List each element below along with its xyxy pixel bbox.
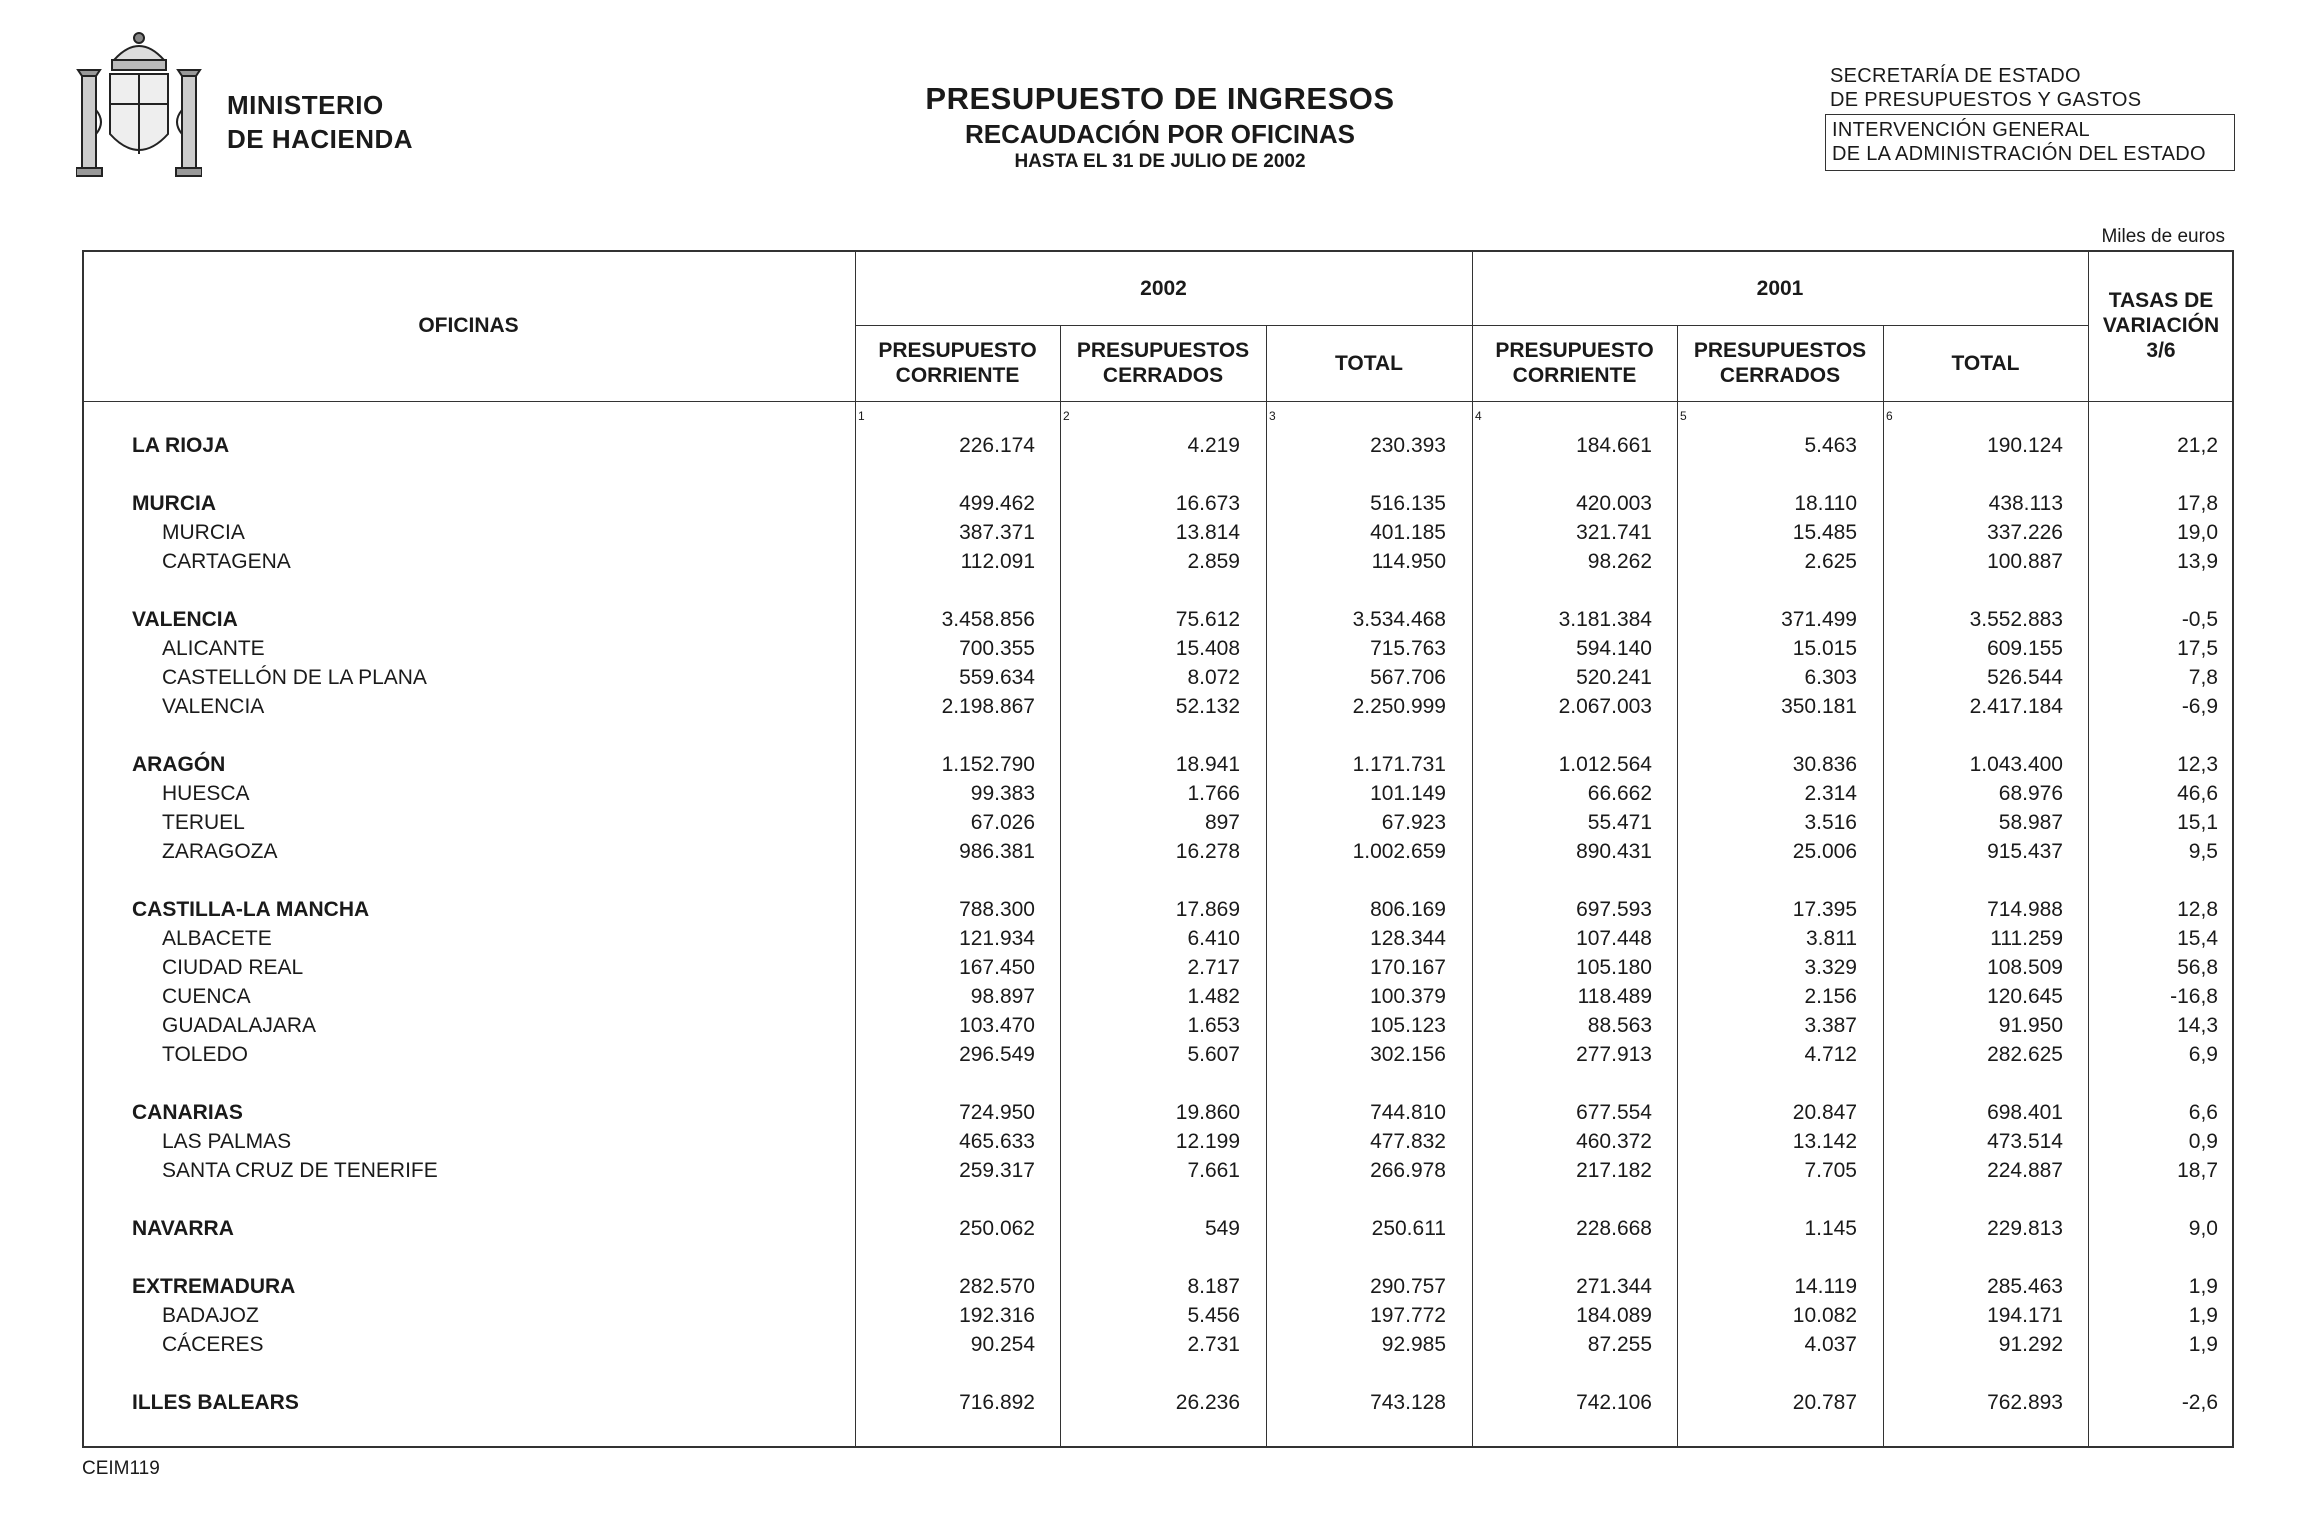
report-title: PRESUPUESTO DE INGRESOS — [925, 81, 1395, 116]
cell-value: 46,6 — [2177, 782, 2218, 805]
corriente-line-1: PRESUPUESTO — [878, 339, 1037, 362]
cell-value: 87.255 — [1587, 1333, 1652, 1356]
cell-value: 184.089 — [1576, 1304, 1652, 1327]
cell-value: 744.810 — [1370, 1101, 1446, 1124]
cell-value: 14,3 — [2177, 1014, 2218, 1037]
office-name: EXTREMADURA — [132, 1275, 296, 1298]
cell-value: 1,9 — [2188, 1333, 2218, 1356]
cell-value: 2.067.003 — [1558, 695, 1652, 718]
cell-value: 321.741 — [1576, 521, 1652, 544]
office-name: MURCIA — [132, 492, 216, 515]
cell-value: 98.897 — [970, 985, 1035, 1008]
office-name: CANARIAS — [132, 1101, 243, 1124]
office-name: ZARAGOZA — [162, 840, 278, 863]
col-number: 1 — [858, 409, 865, 423]
table-row — [82, 809, 2234, 838]
cell-value: 250.611 — [1371, 1217, 1446, 1240]
table-row — [82, 1331, 2234, 1360]
tasas-line-2: VARIACIÓN — [2102, 314, 2220, 337]
table-row — [82, 1128, 2234, 1157]
cell-value: 8.072 — [1187, 666, 1240, 689]
cell-value: 90.254 — [970, 1333, 1035, 1356]
table-row — [82, 1099, 2234, 1128]
cell-value: 170.167 — [1370, 956, 1446, 979]
cell-value: 2.731 — [1187, 1333, 1240, 1356]
cell-value: 118.489 — [1577, 985, 1652, 1008]
col-number: 5 — [1680, 409, 1687, 423]
cell-value: 1.766 — [1187, 782, 1240, 805]
office-name: CÁCERES — [162, 1333, 264, 1356]
cell-value: 192.316 — [959, 1304, 1035, 1327]
cell-value: 3.516 — [1804, 811, 1857, 834]
cell-value: 2.198.867 — [941, 695, 1035, 718]
cell-value: 100.887 — [1987, 550, 2063, 573]
cell-value: 21,2 — [2177, 434, 2218, 457]
cell-value: 15.015 — [1792, 637, 1857, 660]
cell-value: 2.717 — [1187, 956, 1240, 979]
cell-value: 4.219 — [1187, 434, 1240, 457]
report-date: HASTA EL 31 DE JULIO DE 2002 — [1014, 151, 1306, 172]
cerrados-line-1: PRESUPUESTOS — [1693, 339, 1867, 362]
corriente-line-2: CORRIENTE — [895, 364, 1020, 387]
cell-value: 10.082 — [1792, 1304, 1857, 1327]
tasas-line-1: TASAS DE — [2108, 289, 2214, 312]
cell-value: 2.314 — [1804, 782, 1857, 805]
cell-value: 101.149 — [1370, 782, 1446, 805]
cell-value: 17,8 — [2177, 492, 2218, 515]
cell-value: 15.485 — [1792, 521, 1857, 544]
cell-value: 107.448 — [1576, 927, 1652, 950]
table-row — [82, 432, 2234, 461]
cell-value: 3.534.468 — [1352, 608, 1446, 631]
cell-value: 897 — [1204, 811, 1240, 834]
cell-value: 2.250.999 — [1352, 695, 1446, 718]
cell-value: 3.329 — [1804, 956, 1857, 979]
cell-value: 18.110 — [1794, 492, 1857, 515]
cell-value: 2.625 — [1804, 550, 1857, 573]
intervencion-line-2: DE LA ADMINISTRACIÓN DEL ESTADO — [1832, 143, 2206, 165]
cell-value: 714.988 — [1987, 898, 2063, 921]
cell-value: 66.662 — [1587, 782, 1652, 805]
cell-value: 1.145 — [1804, 1217, 1857, 1240]
cell-value: 401.185 — [1370, 521, 1446, 544]
cell-value: 99.383 — [970, 782, 1035, 805]
cell-value: 7.661 — [1187, 1159, 1240, 1182]
header-divider — [855, 325, 2088, 326]
cell-value: 2.417.184 — [1969, 695, 2063, 718]
table-row — [82, 780, 2234, 809]
col-header-cerrados-2002 — [1060, 338, 1266, 388]
col-number: 2 — [1063, 409, 1070, 423]
cell-value: -16,8 — [2170, 985, 2218, 1008]
table-row — [82, 1302, 2234, 1331]
cell-value: 296.549 — [959, 1043, 1035, 1066]
cell-value: 19.860 — [1175, 1101, 1240, 1124]
cell-value: 120.645 — [1987, 985, 2063, 1008]
cell-value: 88.563 — [1587, 1014, 1652, 1037]
cell-value: 282.570 — [959, 1275, 1035, 1298]
office-name: CUENCA — [162, 985, 251, 1008]
cell-value: 6.303 — [1804, 666, 1857, 689]
cell-value: 7.705 — [1804, 1159, 1857, 1182]
cerrados-line-2: CERRADOS — [1102, 364, 1224, 387]
cell-value: 526.544 — [1987, 666, 2063, 689]
cell-value: 8.187 — [1187, 1275, 1240, 1298]
secretaria-line-2: DE PRESUPUESTOS Y GASTOS — [1830, 89, 2142, 111]
cell-value: 549 — [1204, 1217, 1240, 1240]
cell-value: 460.372 — [1576, 1130, 1652, 1153]
header-bottom-line — [82, 401, 2234, 402]
table-row — [82, 664, 2234, 693]
office-name: SANTA CRUZ DE TENERIFE — [162, 1159, 438, 1182]
ministry-line-1: MINISTERIO — [227, 90, 384, 120]
table-row — [82, 1215, 2234, 1244]
cell-value: 26.236 — [1175, 1391, 1240, 1414]
cell-value: 12,8 — [2177, 898, 2218, 921]
cell-value: 271.344 — [1576, 1275, 1652, 1298]
intervencion-line-1: INTERVENCIÓN GENERAL — [1832, 119, 2090, 141]
col-header-tasas — [2088, 288, 2234, 363]
cell-value: 98.262 — [1587, 550, 1652, 573]
cell-value: 788.300 — [959, 898, 1035, 921]
cell-value: 13,9 — [2177, 550, 2218, 573]
cell-value: 387.371 — [959, 521, 1035, 544]
ministry-line-2: DE HACIENDA — [227, 124, 414, 154]
cerrados-line-1: PRESUPUESTOS — [1076, 339, 1250, 362]
cell-value: 250.062 — [959, 1217, 1035, 1240]
col-header-year-2001: 2001 — [1756, 277, 1804, 300]
cell-value: 890.431 — [1576, 840, 1652, 863]
cell-value: 20.847 — [1792, 1101, 1857, 1124]
office-name: ILLES BALEARS — [132, 1391, 299, 1414]
cell-value: 184.661 — [1576, 434, 1652, 457]
cell-value: 114.950 — [1371, 550, 1446, 573]
cell-value: 194.171 — [1987, 1304, 2063, 1327]
cell-value: 15,1 — [2177, 811, 2218, 834]
office-name: ALBACETE — [162, 927, 272, 950]
cell-value: 121.934 — [959, 927, 1035, 950]
cell-value: -2,6 — [2181, 1391, 2218, 1414]
cell-value: 55.471 — [1587, 811, 1652, 834]
table-row — [82, 896, 2234, 925]
intervencion-box — [1825, 114, 2235, 171]
cell-value: 229.813 — [1987, 1217, 2063, 1240]
cell-value: 259.317 — [959, 1159, 1035, 1182]
document-header — [0, 0, 2311, 220]
cell-value: 105.180 — [1576, 956, 1652, 979]
table-row — [82, 635, 2234, 664]
cell-value: 1,9 — [2188, 1275, 2218, 1298]
cell-value: 6.410 — [1187, 927, 1240, 950]
coat-of-arms-icon — [76, 30, 202, 186]
cell-value: 1.012.564 — [1558, 753, 1652, 776]
cell-value: 224.887 — [1987, 1159, 2063, 1182]
table-row — [82, 1041, 2234, 1070]
cell-value: -0,5 — [2181, 608, 2218, 631]
table-row — [82, 983, 2234, 1012]
office-name: TERUEL — [162, 811, 245, 834]
office-name: ALICANTE — [162, 637, 265, 660]
cell-value: 5.607 — [1187, 1043, 1240, 1066]
cell-value: 92.985 — [1381, 1333, 1446, 1356]
cell-value: 67.923 — [1381, 811, 1446, 834]
office-name: HUESCA — [162, 782, 250, 805]
table-row — [82, 751, 2234, 780]
cell-value: 128.344 — [1370, 927, 1446, 950]
cell-value: 91.950 — [1998, 1014, 2063, 1037]
cell-value: 19,0 — [2177, 521, 2218, 544]
table-row — [82, 519, 2234, 548]
office-name: ARAGÓN — [132, 753, 226, 776]
units-label: Miles de euros — [2101, 226, 2225, 247]
cell-value: 0,9 — [2188, 1130, 2218, 1153]
cell-value: 9,0 — [2188, 1217, 2218, 1240]
cell-value: 3.387 — [1804, 1014, 1857, 1037]
cell-value: 67.026 — [970, 811, 1035, 834]
cell-value: 3.552.883 — [1969, 608, 2063, 631]
cell-value: 13.814 — [1175, 521, 1240, 544]
report-subtitle: RECAUDACIÓN POR OFICINAS — [964, 119, 1355, 149]
cell-value: 197.772 — [1370, 1304, 1446, 1327]
cell-value: 285.463 — [1987, 1275, 2063, 1298]
cell-value: 20.787 — [1792, 1391, 1857, 1414]
cell-value: 18,7 — [2177, 1159, 2218, 1182]
corriente-line-1: PRESUPUESTO — [1495, 339, 1654, 362]
cell-value: 167.450 — [959, 956, 1035, 979]
table-row — [82, 693, 2234, 722]
cell-value: 190.124 — [1987, 434, 2063, 457]
cell-value: 724.950 — [959, 1101, 1035, 1124]
table-row — [82, 925, 2234, 954]
cell-value: 559.634 — [959, 666, 1035, 689]
cell-value: 3.458.856 — [941, 608, 1035, 631]
cell-value: 12,3 — [2177, 753, 2218, 776]
cell-value: 30.836 — [1792, 753, 1857, 776]
cerrados-line-2: CERRADOS — [1719, 364, 1841, 387]
cell-value: 350.181 — [1781, 695, 1857, 718]
cell-value: 698.401 — [1987, 1101, 2063, 1124]
table-row — [82, 490, 2234, 519]
secretaria-label — [1830, 64, 2141, 112]
secretaria-line-1: SECRETARÍA DE ESTADO — [1830, 65, 2081, 87]
cell-value: 594.140 — [1576, 637, 1652, 660]
cell-value: 609.155 — [1987, 637, 2063, 660]
cell-value: 715.763 — [1370, 637, 1446, 660]
cell-value: 75.612 — [1175, 608, 1240, 631]
ministry-name — [227, 88, 413, 156]
cell-value: 112.091 — [960, 550, 1035, 573]
cell-value: 17.395 — [1792, 898, 1857, 921]
cell-value: 52.132 — [1175, 695, 1240, 718]
cell-value: 16.673 — [1175, 492, 1240, 515]
cell-value: 371.499 — [1781, 608, 1857, 631]
cell-value: 17,5 — [2177, 637, 2218, 660]
cell-value: 4.712 — [1804, 1043, 1857, 1066]
cell-value: 986.381 — [959, 840, 1035, 863]
cell-value: 743.128 — [1370, 1391, 1446, 1414]
cell-value: 697.593 — [1576, 898, 1652, 921]
table-row — [82, 606, 2234, 635]
cell-value: 111.259 — [1990, 927, 2063, 950]
office-name: CIUDAD REAL — [162, 956, 304, 979]
corriente-line-2: CORRIENTE — [1512, 364, 1637, 387]
cell-value: 499.462 — [959, 492, 1035, 515]
office-name: LAS PALMAS — [162, 1130, 292, 1153]
cell-value: 477.832 — [1370, 1130, 1446, 1153]
cell-value: 105.123 — [1370, 1014, 1446, 1037]
cell-value: 438.113 — [1988, 492, 2063, 515]
cell-value: 915.437 — [1987, 840, 2063, 863]
col-number: 6 — [1886, 409, 1893, 423]
cell-value: 5.456 — [1187, 1304, 1240, 1327]
cell-value: 516.135 — [1370, 492, 1446, 515]
cell-value: 217.182 — [1576, 1159, 1652, 1182]
office-name: MURCIA — [162, 521, 245, 544]
report-title-block — [760, 80, 1560, 174]
cell-value: 716.892 — [959, 1391, 1035, 1414]
cell-value: 1.002.659 — [1352, 840, 1446, 863]
table-row — [82, 1389, 2234, 1418]
cell-value: 108.509 — [1987, 956, 2063, 979]
cell-value: 7,8 — [2188, 666, 2218, 689]
office-name: VALENCIA — [132, 608, 238, 631]
col-header-corriente-2002 — [855, 338, 1060, 388]
cell-value: 762.893 — [1987, 1391, 2063, 1414]
cell-value: 1.152.790 — [941, 753, 1035, 776]
table-row — [82, 1012, 2234, 1041]
cell-value: 6,9 — [2188, 1043, 2218, 1066]
col-header-year-2002: 2002 — [1140, 277, 1187, 300]
cell-value: 58.987 — [1998, 811, 2063, 834]
office-name: NAVARRA — [132, 1217, 234, 1240]
col-number: 3 — [1269, 409, 1276, 423]
col-header-total-2001: TOTAL — [1951, 352, 2020, 375]
cell-value: 302.156 — [1370, 1043, 1446, 1066]
cell-value: 100.379 — [1370, 985, 1446, 1008]
cell-value: 18.941 — [1175, 753, 1240, 776]
cell-value: 5.463 — [1804, 434, 1857, 457]
office-name: LA RIOJA — [132, 434, 230, 457]
cell-value: 3.181.384 — [1558, 608, 1652, 631]
cell-value: 337.226 — [1987, 521, 2063, 544]
office-name: TOLEDO — [162, 1043, 248, 1066]
cell-value: -6,9 — [2181, 695, 2218, 718]
table-row — [82, 1157, 2234, 1186]
cell-value: 277.913 — [1576, 1043, 1652, 1066]
cell-value: 282.625 — [1987, 1043, 2063, 1066]
cell-value: 16.278 — [1175, 840, 1240, 863]
cell-value: 806.169 — [1370, 898, 1446, 921]
table-row — [82, 1273, 2234, 1302]
office-name: CARTAGENA — [162, 550, 291, 573]
col-header-corriente-2001 — [1472, 338, 1677, 388]
table-row — [82, 548, 2234, 577]
cell-value: 56,8 — [2177, 956, 2218, 979]
cell-value: 465.633 — [959, 1130, 1035, 1153]
col-header-cerrados-2001 — [1677, 338, 1883, 388]
cell-value: 266.978 — [1370, 1159, 1446, 1182]
cell-value: 1.043.400 — [1969, 753, 2063, 776]
cell-value: 68.976 — [1998, 782, 2063, 805]
office-name: CASTELLÓN DE LA PLANA — [162, 666, 427, 689]
office-name: CASTILLA-LA MANCHA — [132, 898, 370, 921]
col-number: 4 — [1475, 409, 1482, 423]
table-row — [82, 954, 2234, 983]
cell-value: 17.869 — [1175, 898, 1240, 921]
cell-value: 12.199 — [1175, 1130, 1240, 1153]
cell-value: 473.514 — [1987, 1130, 2063, 1153]
cell-value: 567.706 — [1370, 666, 1446, 689]
cell-value: 3.811 — [1806, 927, 1857, 950]
cell-value: 677.554 — [1576, 1101, 1652, 1124]
col-header-total-2002: TOTAL — [1334, 352, 1404, 375]
office-name: VALENCIA — [162, 695, 265, 718]
cell-value: 15,4 — [2177, 927, 2218, 950]
cell-value: 230.393 — [1370, 434, 1446, 457]
cell-value: 9,5 — [2188, 840, 2218, 863]
cell-value: 420.003 — [1576, 492, 1652, 515]
col-header-oficinas: OFICINAS — [418, 314, 519, 337]
cell-value: 1.171.731 — [1352, 753, 1446, 776]
cell-value: 25.006 — [1792, 840, 1857, 863]
cell-value: 91.292 — [1998, 1333, 2063, 1356]
office-name: BADAJOZ — [162, 1304, 259, 1327]
cell-value: 226.174 — [959, 434, 1035, 457]
cell-value: 1,9 — [2188, 1304, 2218, 1327]
cell-value: 2.859 — [1187, 550, 1240, 573]
cell-value: 2.156 — [1804, 985, 1857, 1008]
cell-value: 1.482 — [1187, 985, 1240, 1008]
cell-value: 520.241 — [1576, 666, 1652, 689]
office-name: GUADALAJARA — [162, 1014, 317, 1037]
cell-value: 14.119 — [1794, 1275, 1857, 1298]
cell-value: 103.470 — [959, 1014, 1035, 1037]
tasas-line-3: 3/6 — [2146, 339, 2176, 362]
document-code: CEIM119 — [82, 1458, 160, 1479]
cell-value: 4.037 — [1804, 1333, 1857, 1356]
cell-value: 1.653 — [1187, 1014, 1240, 1037]
cell-value: 742.106 — [1576, 1391, 1652, 1414]
cell-value: 290.757 — [1370, 1275, 1446, 1298]
cell-value: 13.142 — [1792, 1130, 1857, 1153]
cell-value: 15.408 — [1175, 637, 1240, 660]
cell-value: 700.355 — [959, 637, 1035, 660]
cell-value: 228.668 — [1576, 1217, 1652, 1240]
table-row — [82, 838, 2234, 867]
cell-value: 6,6 — [2188, 1101, 2218, 1124]
